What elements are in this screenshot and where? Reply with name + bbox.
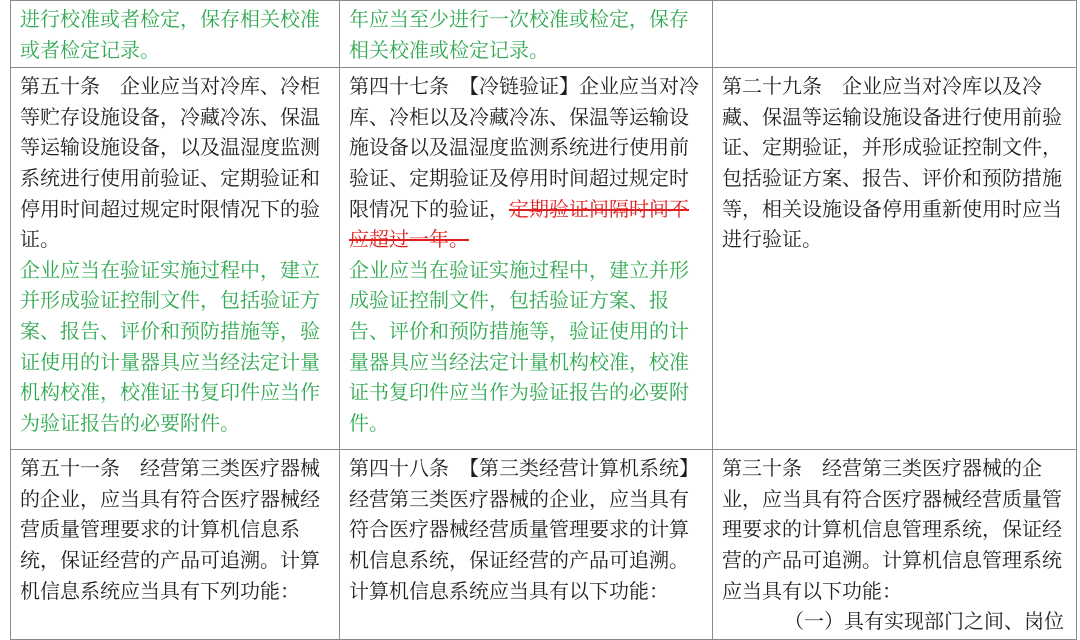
table-row — [11, 1, 1077, 68]
cell-text: 第四十八条 【第三类经营计算机系统】经营第三类医疗器械的企业，应当具有符合医疗器械经营质量管理要求的计算机信息系统，保证经营的产品可追溯。计算机信息系统应当具有以下功能： — [349, 456, 699, 603]
table-cell — [713, 1, 1077, 68]
table-cell — [11, 450, 340, 640]
table-cell — [11, 1, 340, 68]
cell-text: 第五十条 企业应当对冷库、冷柜等贮存设施设备，冷藏冷冻、保温等运输设施设备，以及温湿度监测系统进行使用前验证、定期验证和停用时间超过规定时限情况下的验证。 — [20, 74, 320, 252]
cell-text-added: 年应当至少进行一次校准或检定，保存相关校准或检定记录。 — [349, 7, 689, 62]
table-cell — [713, 450, 1077, 640]
cell-text: 第二十九条 企业应当对冷库以及冷藏、保温等运输设施设备进行使用前验证、定期验证，并形成验证控制文件，包括验证方案、报告、评价和预防措施等，相关设施设备停用重新使用时应当进行验证。 — [722, 74, 1062, 252]
regulation-comparison-table — [10, 0, 1077, 640]
cell-text-added: 企业应当在验证实施过程中，建立并形成验证控制文件，包括验证方案、报告、评价和预防措施等，验证使用的计量器具应当经法定计量机构校准，校准证书复印件应当作为验证报告的必要附件。 — [20, 257, 320, 435]
table-row — [11, 450, 1077, 640]
cell-text-added: 进行校准或者检定，保存相关校准或者检定记录。 — [20, 7, 320, 62]
cell-text: 第五十一条 经营第三类医疗器械的企业，应当具有符合医疗器械经营质量管理要求的计算机信息系统，保证经营的产品可追溯。计算机信息系统应当具有下列功能： — [20, 456, 320, 603]
cell-text-added: 企业应当在验证实施过程中，建立并形成验证控制文件，包括验证方案、报告、评价和预防措施等，验证使用的计量器具应当经法定计量机构校准，校准证书复印件应当作为验证报告的必要附件。 — [349, 257, 689, 435]
table-row — [11, 68, 1077, 450]
table-cell — [340, 450, 713, 640]
cell-text: 第三十条 经营第三类医疗器械的企业，应当具有符合医疗器械经营质量管理要求的计算机信息管理系统，保证经营的产品可追溯。计算机信息管理系统应当具有以下功能： — [722, 456, 1062, 603]
table-cell — [340, 68, 713, 450]
table-cell — [11, 68, 340, 450]
table-cell — [713, 68, 1077, 450]
cell-text: 第四十七条 【冷链验证】企业应当对冷库、冷柜以及冷藏冷冻、保温等运输设施设备以及温湿度监测系统进行使用前验证、定期验证及停用时间超过规定时限情况下的验证， — [349, 74, 699, 221]
cell-list-item: （一）具有实现部门之间、岗位 — [784, 609, 1064, 634]
cell-text-wrapper — [349, 71, 704, 255]
table-cell — [340, 1, 713, 68]
cell-text-deleted: 定期验证间隔时间不应超过一年。 — [349, 196, 689, 252]
